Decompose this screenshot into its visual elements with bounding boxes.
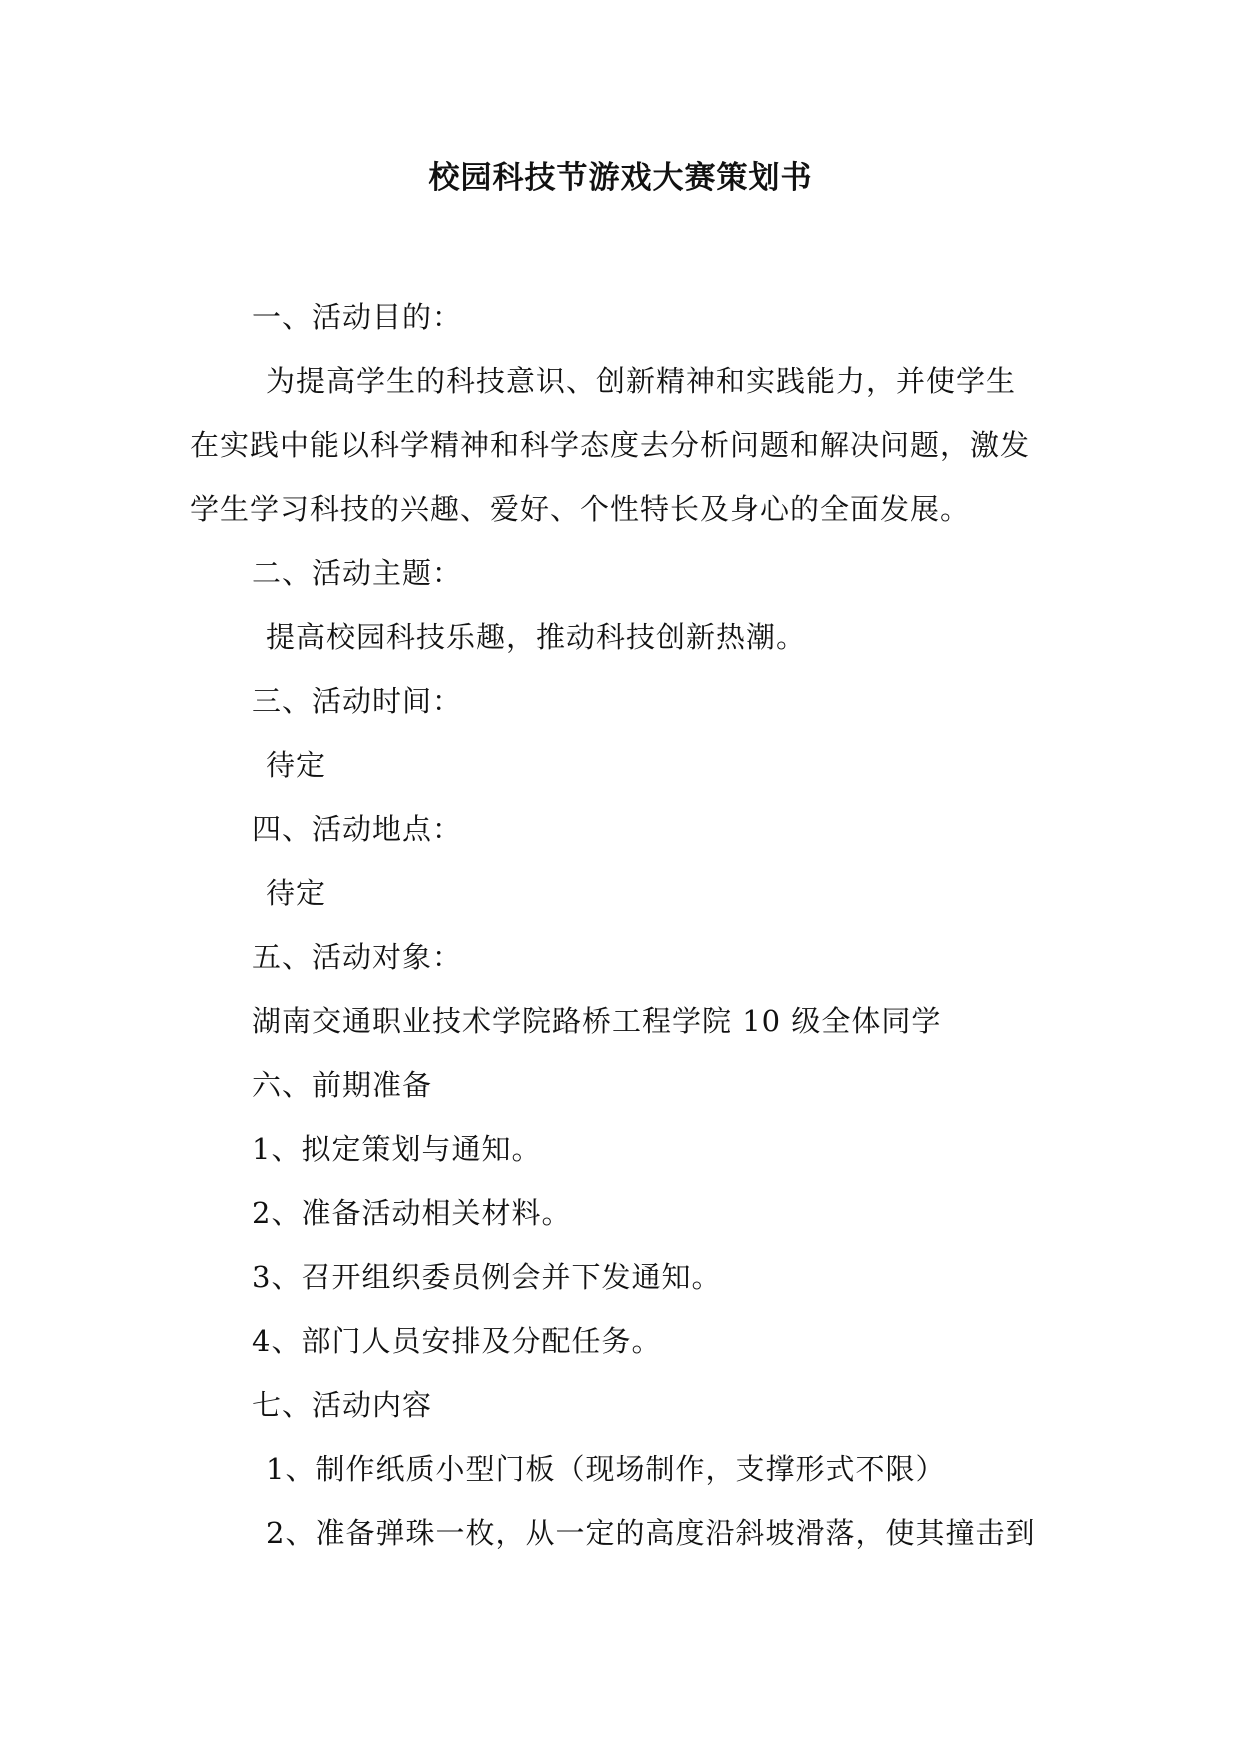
paragraph-line: 学生学习科技的兴趣、爱好、个性特长及身心的全面发展。 bbox=[190, 492, 971, 526]
paragraph-line: 待定 bbox=[266, 876, 327, 910]
section-heading-content: 七、活动内容 bbox=[252, 1388, 433, 1422]
paragraph-line: 提高校园科技乐趣，推动科技创新热潮。 bbox=[266, 620, 807, 654]
section-heading-purpose: 一、活动目的： bbox=[252, 300, 463, 334]
list-item: 2、准备活动相关材料。 bbox=[252, 1196, 572, 1230]
list-item: 1、拟定策划与通知。 bbox=[252, 1132, 542, 1166]
section-heading-location: 四、活动地点： bbox=[252, 812, 463, 846]
list-item: 1、制作纸质小型门板（现场制作，支撑形式不限） bbox=[266, 1452, 946, 1486]
list-item: 2、准备弹珠一枚，从一定的高度沿斜坡滑落，使其撞击到 bbox=[266, 1516, 1036, 1550]
paragraph-line: 在实践中能以科学精神和科学态度去分析问题和解决问题，激发 bbox=[190, 428, 1031, 462]
section-heading-time: 三、活动时间： bbox=[252, 684, 463, 718]
section-heading-theme: 二、活动主题： bbox=[252, 556, 463, 590]
paragraph-line: 湖南交通职业技术学院路桥工程学院 10 级全体同学 bbox=[252, 1004, 942, 1038]
document-title: 校园科技节游戏大赛策划书 bbox=[428, 160, 813, 196]
section-heading-audience: 五、活动对象： bbox=[252, 940, 463, 974]
paragraph-line: 为提高学生的科技意识、创新精神和实践能力，并使学生 bbox=[266, 364, 1017, 398]
list-item: 3、召开组织委员例会并下发通知。 bbox=[252, 1260, 722, 1294]
section-heading-preparation: 六、前期准备 bbox=[252, 1068, 433, 1102]
paragraph-line: 待定 bbox=[266, 748, 327, 782]
list-item: 4、部门人员安排及分配任务。 bbox=[252, 1324, 662, 1358]
